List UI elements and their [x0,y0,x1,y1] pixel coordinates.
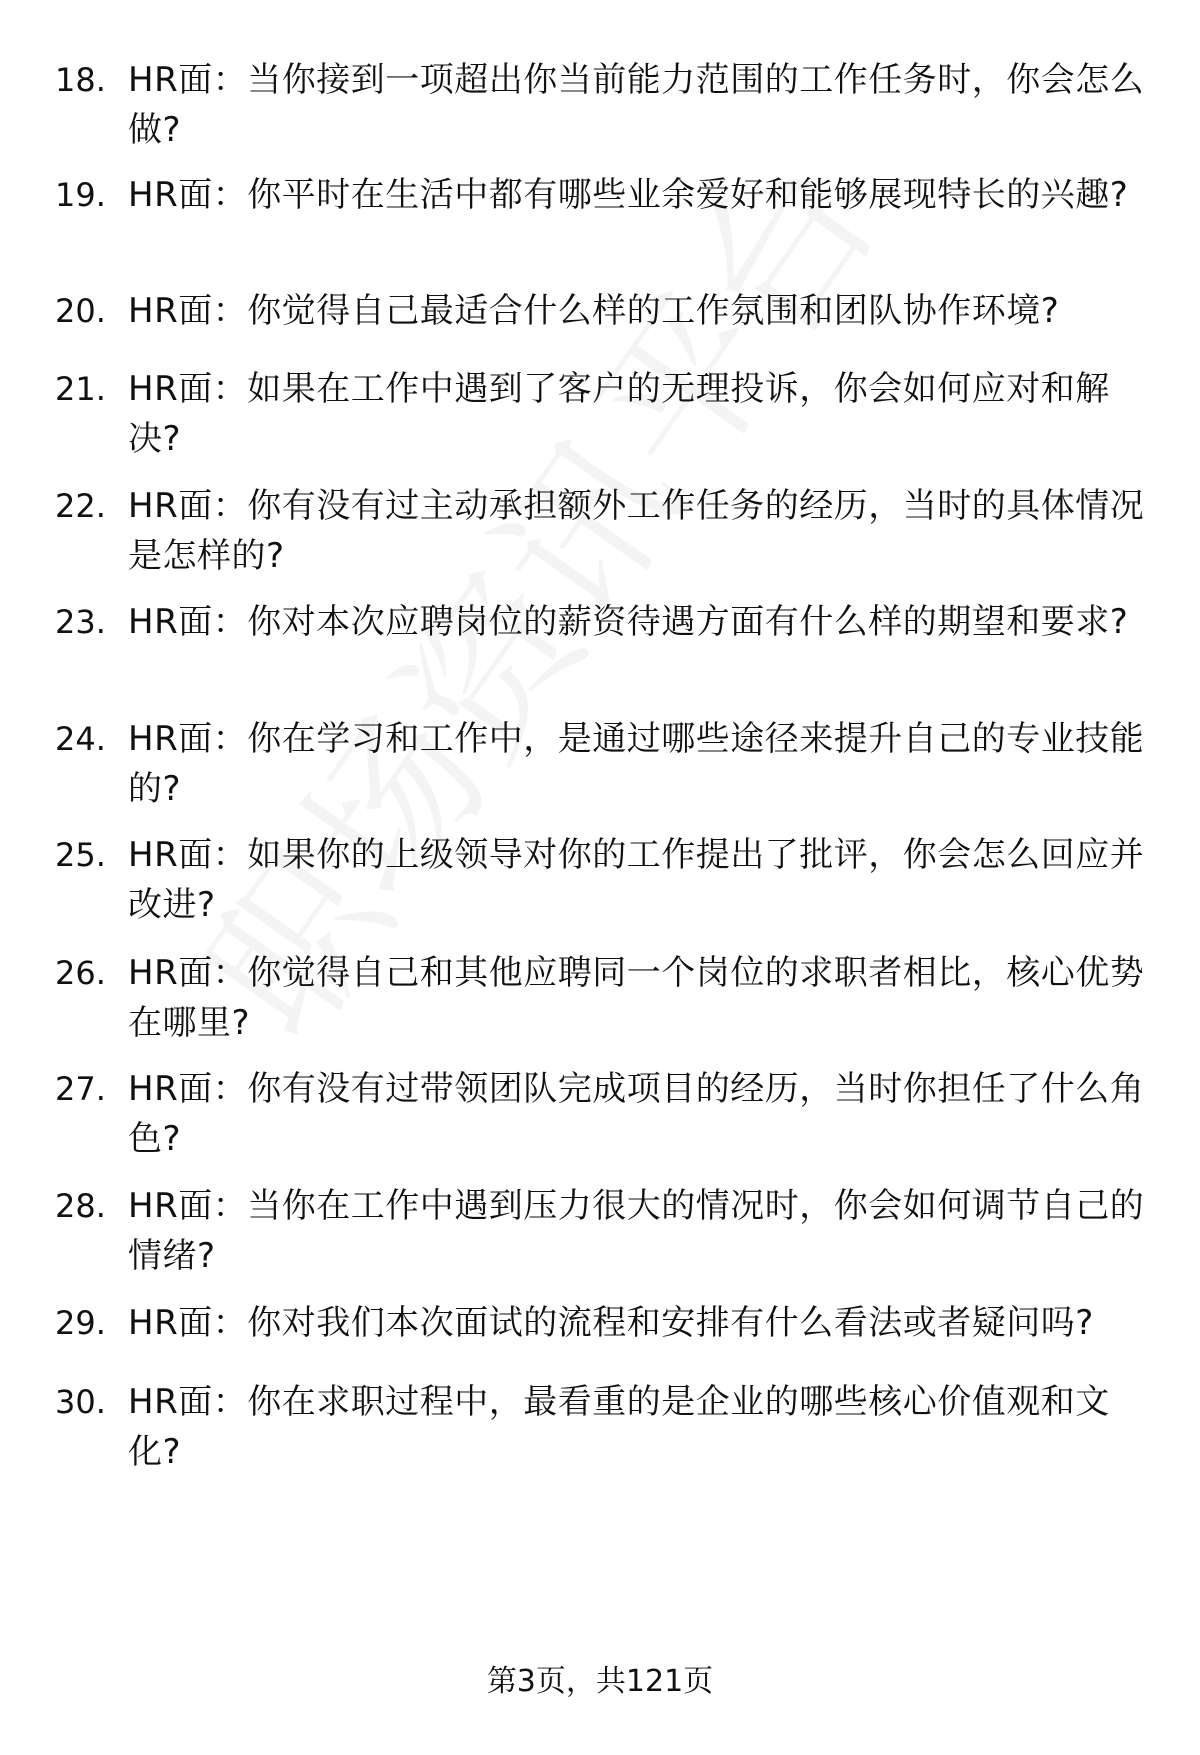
question-number: 19. [55,176,106,214]
question-number: 30. [55,1383,106,1421]
question-number: 26. [55,954,106,992]
question-text: HR面：你对本次应聘岗位的薪资待遇方面有什么样的期望和要求? [128,602,1129,642]
question-item-23 [55,597,1155,647]
question-item-27 [55,1064,1155,1164]
question-number: 23. [55,603,106,641]
question-item-20 [55,286,1155,336]
question-item-25 [55,830,1155,930]
question-text: HR面：当你在工作中遇到压力很大的情况时，你会如何调节自己的情绪? [128,1186,1145,1276]
question-text: HR面：你在学习和工作中，是通过哪些途径来提升自己的专业技能的? [128,719,1145,809]
question-text: HR面：当你接到一项超出你当前能力范围的工作任务时，你会怎么做? [128,60,1145,150]
page-footer [0,1660,1200,1704]
question-number: 28. [55,1187,106,1225]
question-text: HR面：如果你的上级领导对你的工作提出了批评，你会怎么回应并改进? [128,835,1145,925]
page-number-label: 第3页，共121页 [486,1664,714,1699]
question-number: 27. [55,1070,106,1108]
question-text: HR面：你对我们本次面试的流程和安排有什么看法或者疑问吗? [128,1303,1094,1343]
question-item-19 [55,170,1155,220]
question-text: HR面：你觉得自己和其他应聘同一个岗位的求职者相比，核心优势在哪里? [128,953,1145,1043]
question-item-29 [55,1298,1155,1348]
question-number: 22. [55,487,106,525]
question-number: 25. [55,836,106,874]
question-item-30 [55,1377,1155,1477]
question-item-28 [55,1181,1155,1281]
question-text: HR面：你有没有过带领团队完成项目的经历，当时你担任了什么角色? [128,1069,1145,1159]
question-text: HR面：你平时在生活中都有哪些业余爱好和能够展现特长的兴趣? [128,175,1129,215]
question-text: HR面：你觉得自己最适合什么样的工作氛围和团队协作环境? [128,291,1060,331]
question-item-24 [55,714,1155,814]
question-item-22 [55,481,1155,581]
question-item-21 [55,364,1155,464]
question-text: HR面：如果在工作中遇到了客户的无理投诉，你会如何应对和解决? [128,369,1110,459]
question-item-18 [55,55,1155,155]
question-number: 24. [55,720,106,758]
question-number: 20. [55,292,106,330]
question-text: HR面：你有没有过主动承担额外工作任务的经历，当时的具体情况是怎样的? [128,486,1145,576]
question-number: 18. [55,61,106,99]
question-number: 21. [55,370,106,408]
question-number: 29. [55,1304,106,1342]
question-item-26 [55,948,1155,1048]
question-text: HR面：你在求职过程中，最看重的是企业的哪些核心价值观和文化? [128,1382,1110,1472]
